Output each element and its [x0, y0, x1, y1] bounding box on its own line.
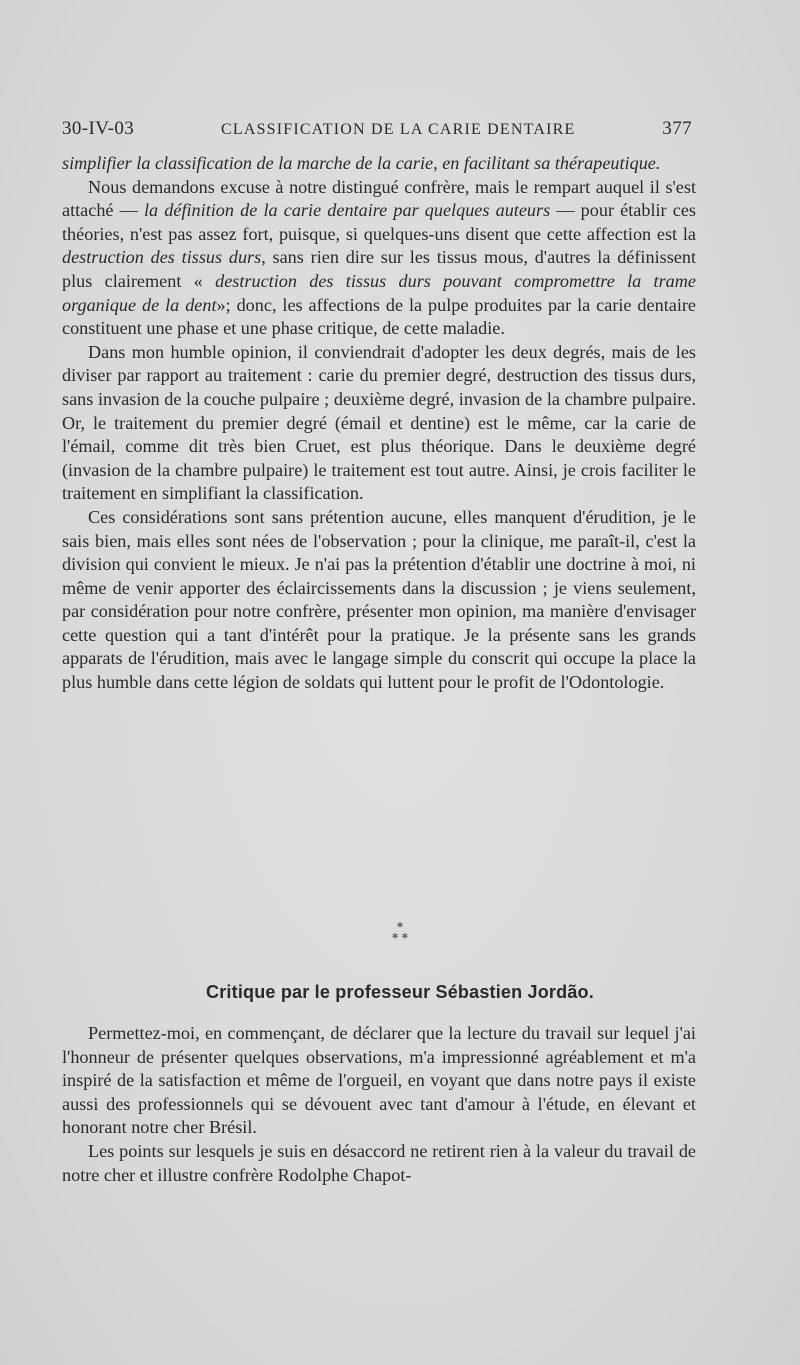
paragraph-3: Dans mon humble opinion, il conviendrait d'adopter les deux degrés, mais de les diviser par rapport au traitement : carie du premier degré, destruction des tissus durs, sans invasion de la couche pulpaire ; deuxième degré, invasion de la chambre pulpaire. Or, le traitement du premier degré (émail et dentine) est le même, car la carie de l'émail, comme dit très bien Cruet, est plus théorique. Dans le deuxième degré (invasion de la chambre pulpaire) le traitement est tout autre. Ainsi, je crois faciliter le traitement en simplifiant la classification. [62, 341, 696, 504]
paragraph-2 [62, 176, 696, 341]
paragraph-5: Permettez-moi, en commençant, de déclarer que la lecture du travail sur lequel j'ai l'honneur de présenter quelques observations, m'a impressionné agréablement et m'a inspiré de la satisfaction et même de l'orgueil, en voyant que dans notre pays il existe aussi des professionnels qui se dévouent avec tant d'amour à l'étude, en élevant et honorant notre cher Brésil. [62, 1023, 696, 1138]
section-title: Critique par le professeur Sébastien Jordão. [206, 982, 594, 1002]
section-separator [0, 922, 800, 944]
text-run: Nous demandons excuse à notre distingué confrère, mais le rempart auquel il s'est attaché — [62, 176, 696, 221]
paragraph-1 [62, 152, 696, 176]
asterism-top: * [397, 920, 403, 934]
italic-text: simplifier la classification de la marche de la carie, en facilitant sa thérapeutique. [62, 153, 661, 173]
text-run: — pour établir ces théories, n'est pas assez fort, puisque, si quelques-uns disent que cette affection est la [62, 200, 696, 244]
italic-text: la définition de la carie dentaire par quelques auteurs [143, 200, 551, 221]
text-run: »; donc, les affections de la pulpe produites par la carie dentaire constituent une phase et une phase critique, de cette maladie. [62, 294, 696, 339]
running-title: CLASSIFICATION DE LA CARIE DENTAIRE [220, 121, 576, 138]
page-header [62, 118, 692, 140]
text-run: , sans rien dire sur les tissus mous, d'autres la définissent plus clairement « [62, 247, 696, 291]
paragraph-6: Les points sur lesquels je suis en désaccord ne retirent rien à la valeur du travail de notre cher et illustre confrère Rodolphe Chapot- [62, 1140, 696, 1185]
body-text-2 [62, 1022, 696, 1187]
italic-text: destruction des tissus durs [62, 247, 262, 268]
asterism-bottom: * * [392, 931, 408, 945]
body-text [62, 152, 696, 695]
page-number: 377 [662, 118, 692, 139]
italic-text: destruction des tissus durs pouvant compromettre la trame organique de la dent [62, 270, 696, 315]
paragraph-4: Ces considérations sont sans prétention aucune, elles manquent d'érudition, je le sais bien, mais elles sont nées de l'observation ; pour la clinique, me paraît-il, c'est la division qui convient le mieux. Je n'ai pas la prétention d'établir une doctrine à moi, ni même de venir apporter des éclaircissements dans la discussion ; je viens seulement, par considération pour notre confrère, présenter mon opinion, ma manière d'envisager cette question qui a tant d'intérêt pour la pratique. Je la présente sans les grands apparats de l'érudition, mais avec le langage simple du conscrit qui occupe la place la plus humble dans cette légion de soldats qui luttent pour le profit de l'Odontologie. [62, 506, 696, 693]
header-date: 30-IV-03 [62, 118, 135, 139]
